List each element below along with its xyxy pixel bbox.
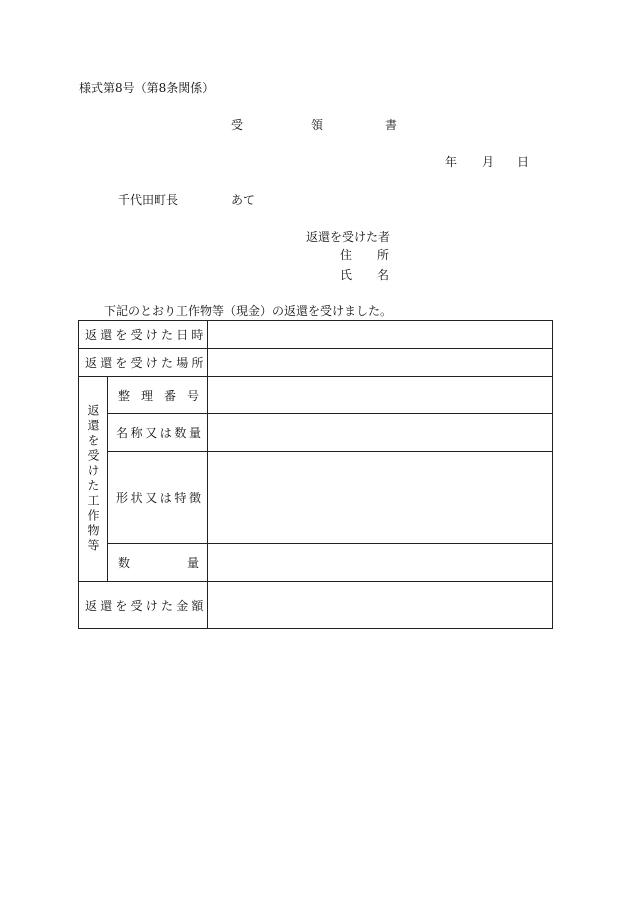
table-row-place: [79, 349, 553, 377]
label-name-qty: 名称又は数量: [108, 414, 208, 452]
ref-char-3: 番: [164, 388, 177, 403]
table-row-name-qty: [79, 414, 553, 452]
title-char-2: 領: [311, 118, 324, 132]
address-char-2: 所: [377, 248, 390, 262]
name-char-1: 氏: [340, 268, 353, 282]
date-month-label: 月: [482, 155, 495, 169]
recipient-address-label: [340, 248, 390, 262]
datetime-field[interactable]: [208, 321, 553, 349]
group-label-returned-items: 返還を受けた工作物等: [79, 377, 108, 582]
intro-text: 下記のとおり工作物等（現金）の返還を受けました。: [104, 304, 393, 318]
title-char-1: 受: [231, 118, 244, 132]
table-row-datetime: [79, 321, 553, 349]
count-field[interactable]: [208, 544, 553, 582]
document-title: [231, 118, 411, 132]
return-receipt-table: [78, 320, 553, 629]
title-char-3: 書: [385, 118, 398, 132]
label-datetime: 返還を受けた日時: [79, 321, 208, 349]
address-char-1: 住: [340, 248, 353, 262]
recipient-label: 返還を受けた者: [306, 230, 391, 244]
label-amount: 返還を受けた金額: [79, 582, 208, 629]
label-place: 返還を受けた場所: [79, 349, 208, 377]
table-row-amount: [79, 582, 553, 629]
count-char-1: 数: [118, 556, 131, 570]
date-day-label: 日: [517, 155, 530, 169]
ref-number-field[interactable]: [208, 377, 553, 414]
count-char-2: 量: [187, 556, 200, 570]
ref-char-2: 理: [141, 388, 154, 403]
label-count: [108, 544, 208, 582]
table-row-shape: [79, 452, 553, 544]
addressee-suffix: あて: [231, 193, 256, 207]
date-year-label: 年: [445, 155, 458, 169]
form-number: 様式第8号（第8条関係）: [79, 81, 215, 95]
table-row-ref-number: [79, 377, 553, 414]
amount-field[interactable]: [208, 582, 553, 629]
name-char-2: 名: [377, 268, 390, 282]
ref-char-1: 整: [118, 388, 131, 403]
table-row-count: [79, 544, 553, 582]
date-line: [445, 155, 535, 169]
addressee: 千代田町長: [118, 193, 179, 207]
shape-field[interactable]: [208, 452, 553, 544]
place-field[interactable]: [208, 349, 553, 377]
recipient-name-label: [340, 268, 390, 282]
label-ref-number: [108, 377, 208, 414]
name-qty-field[interactable]: [208, 414, 553, 452]
ref-char-4: 号: [187, 388, 200, 403]
label-shape: 形状又は特徴: [108, 452, 208, 544]
